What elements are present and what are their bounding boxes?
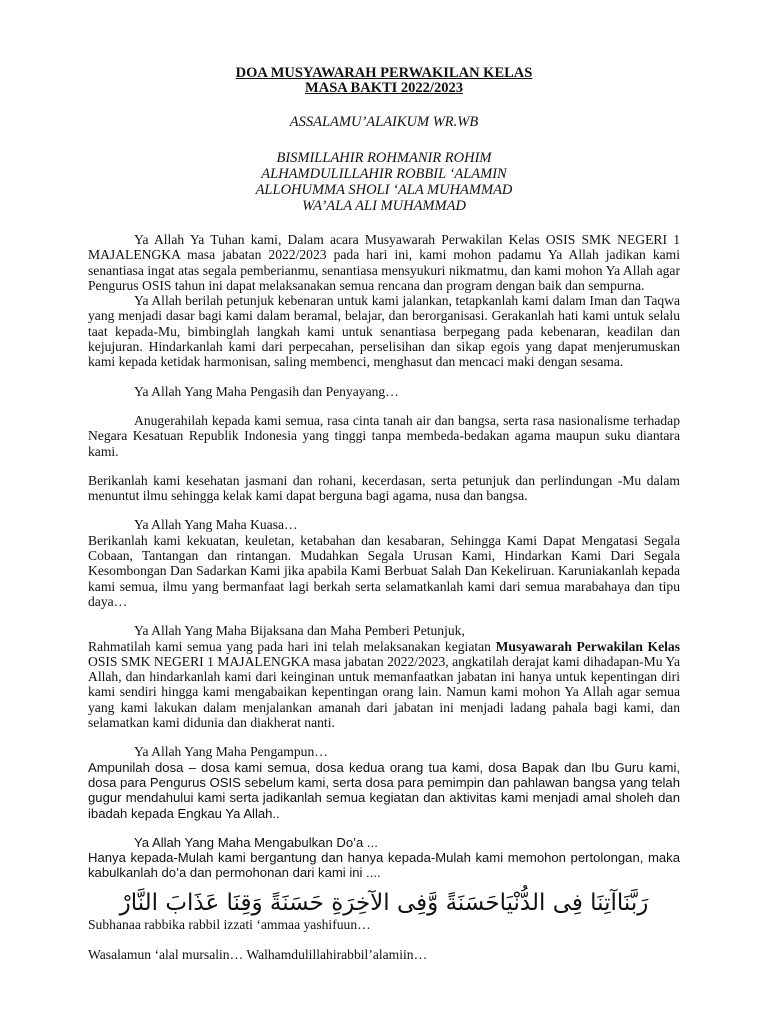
title-line-1: DOA MUSYAWARAH PERWAKILAN KELAS bbox=[235, 65, 533, 81]
invocation-line-1: BISMILLAHIR ROHMANIR ROHIM bbox=[276, 150, 492, 166]
paragraph-mercy bbox=[88, 639, 680, 731]
invocation-line-4: WA’ALA ALI MUHAMMAD bbox=[302, 198, 466, 214]
paragraph-request: Hanya kepada-Mulah kami bergantung dan hanya kepada-Mulah kami memohon pertolongan, maka kabulkanlah do’a dan permohonan dari kami ini .... bbox=[88, 850, 680, 881]
paragraph-mercy-part-1: Rahmatilah kami semua yang pada hari ini telah melaksanakan kegiatan bbox=[88, 638, 491, 654]
paragraph-opening: Ya Allah Ya Tuhan kami, Dalam acara Musyawarah Perwakilan Kelas OSIS SMK NEGERI 1 MAJALENGKA masa jabatan 2022/2023 pada hari ini, kami mohon padamu Ya Allah jadikan kami senantiasa ingat atas segala pemberianmu, senantiasa mensyukuri nikmatmu, dan kami mohon Ya Allah agar Pengurus OSIS tahun ini dapat melaksanakan semua rencana dan program dengan baik dan sempurna. bbox=[88, 232, 680, 293]
paragraph-mercy-bold: Musyawarah Perwakilan Kelas bbox=[495, 638, 680, 654]
invocation-line-3: ALLOHUMMA SHOLI ‘ALA MUHAMMAD bbox=[255, 182, 513, 198]
greeting: ASSALAMU’ALAIKUM WR.WB bbox=[289, 114, 479, 130]
invocation-line-2: ALHAMDULILLAHIR ROBBIL ‘ALAMIN bbox=[261, 166, 507, 182]
heading-bijaksana: Ya Allah Yang Maha Bijaksana dan Maha Pemberi Petunjuk, bbox=[134, 623, 465, 639]
paragraph-mercy-part-2: OSIS SMK NEGERI 1 MAJALENGKA masa jabatan 2022/2023, angkatilah derajat kami dihadapan-Mu Ya Allah, dan hindarkanlah kami dari keinginan untuk memanfaatkan jabatan ini hanya untuk kepentingan diri kami sendiri hingga kami mengabaikan kepentingan orang lain. Namun kami mohon Ya Allah agar semua yang kami lakukan dalam menjalankan amanah dari jabatan ini menjadi ladang pahala bagi kami, dan selamatkan kami didunia dan diakherat nanti. bbox=[88, 653, 680, 731]
arabic-prayer: رَبَّنَاآتِنَا فِى الدُّنْيَاحَسَنَةً وَّفِى الآخِرَةِ حَسَنَةً وَقِنَا عَذَابَ النَّارْ bbox=[119, 889, 649, 916]
heading-kuasa: Ya Allah Yang Maha Kuasa… bbox=[134, 517, 298, 533]
document-title bbox=[88, 66, 680, 96]
paragraph-nationalism: Anugerahilah kepada kami semua, rasa cinta tanah air dan bangsa, serta rasa nasionalisme terhadap Negara Kesatuan Republik Indonesia yang tinggi tanpa membeda-bedakan agama maupun suku diantara kami. bbox=[88, 412, 680, 459]
heading-mengabulkan: Ya Allah Yang Maha Mengabulkan Do’a ... bbox=[134, 834, 378, 850]
closing-line-1: Subhanaa rabbika rabbil izzati ‘ammaa yashifuun… bbox=[88, 916, 371, 932]
paragraph-guidance: Ya Allah berilah petunjuk kebenaran untuk kami jalankan, tetapkanlah kami dalam Iman dan Taqwa yang menjadi dasar bagi kami dalam beramal, belajar, dan berorganisasi. Gerakanlah hati kami untuk selalu taat kepada-Mu, bimbinglah langkah kami untuk senantiasa berpegang pada kebenaran, keadilan dan kejujuran. Hindarkanlah kami dari perpecahan, perselisihan dan sikap egois yang dapat menjerumuskan kami kepada ketidak harmonisan, saling membenci, menghasut dan mencaci maki dengan sesama. bbox=[88, 293, 680, 370]
title-line-2: MASA BAKTI 2022/2023 bbox=[305, 80, 463, 96]
heading-pengampun: Ya Allah Yang Maha Pengampun… bbox=[134, 744, 328, 760]
paragraph-health: Berikanlah kami kesehatan jasmani dan rohani, kecerdasan, serta petunjuk dan perlindungan -Mu dalam menuntut ilmu sehingga kelak kami dapat berguna bagi agama, nusa dan bangsa. bbox=[88, 472, 680, 504]
paragraph-strength: Berikanlah kami kekuatan, keuletan, ketabahan dan kesabaran, Sehingga Kami Dapat Mengatasi Segala Cobaan, Tantangan dan rintangan. Mudahkan Segala Urusan Kami, Hindarkan Kami Dari Segala Kesombongan Dan Sadarkan Kami jika apabila Kami Berbuat Salah Dan Kekeliruan. Karuniakanlah kepada kami semua, ilmu yang bermanfaat lagi berkah serta selamatkanlah kami dari semua marabahaya dan tipu daya… bbox=[88, 532, 680, 609]
closing-line-2: Wasalamun ‘alal mursalin… Walhamdulillahirabbil’alamiin… bbox=[88, 946, 428, 962]
heading-pengasih: Ya Allah Yang Maha Pengasih dan Penyayang… bbox=[134, 383, 399, 399]
paragraph-forgiveness: Ampunilah dosa – dosa kami semua, dosa kedua orang tua kami, dosa Bapak dan Ibu Guru kami, dosa para Pengurus OSIS sebelum kami, serta dosa para pemimpin dan pahlawan bangsa yang telah gugur mendahului kami serta jadikanlah semua kegiatan dan aktivitas kami menjadi amal sholeh dan ibadah kepada Engkau Ya Allah.. bbox=[88, 759, 680, 821]
invocation-block bbox=[88, 150, 680, 214]
